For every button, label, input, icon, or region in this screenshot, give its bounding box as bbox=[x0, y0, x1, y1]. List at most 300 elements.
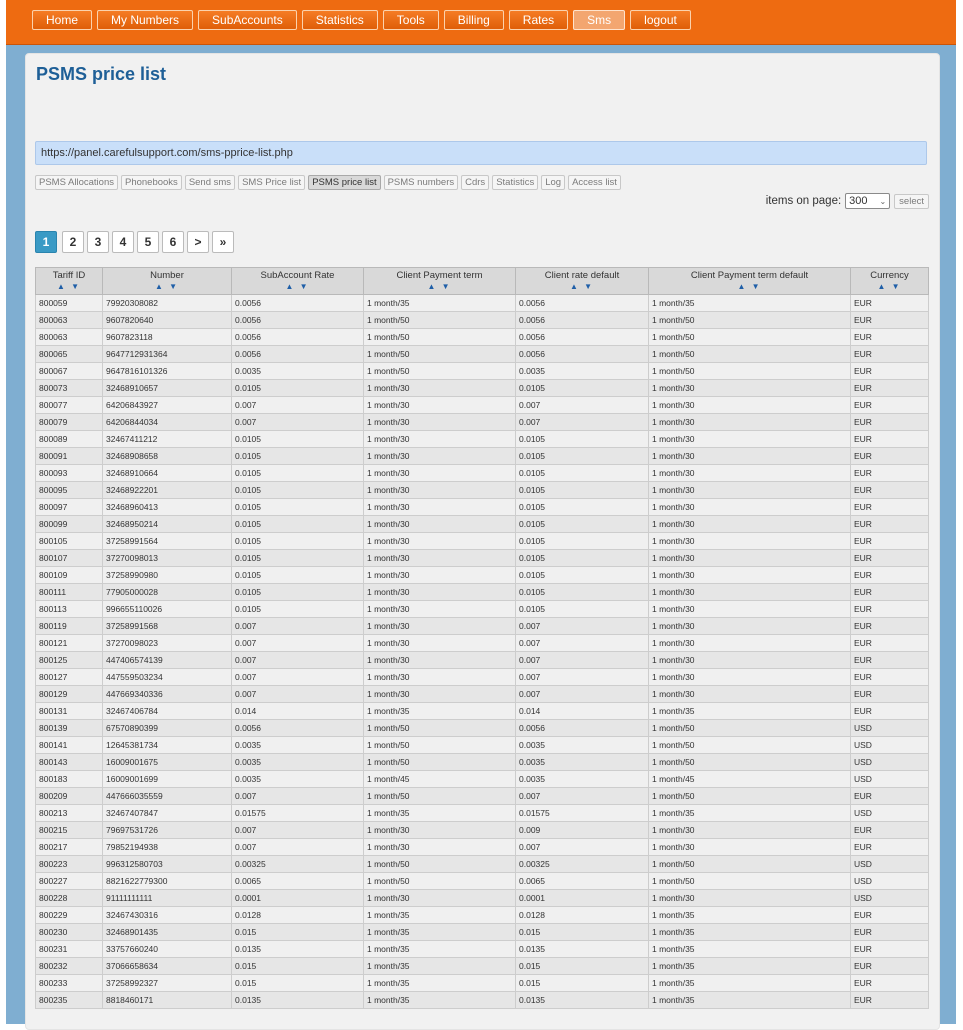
table-cell: 1 month/30 bbox=[364, 397, 516, 414]
column-header-tariff-id bbox=[36, 268, 103, 295]
table-cell: 800227 bbox=[36, 873, 103, 890]
table-cell: 1 month/35 bbox=[649, 805, 851, 822]
subnav-psms-allocations-button[interactable]: PSMS Allocations bbox=[35, 175, 118, 190]
table-row bbox=[36, 465, 929, 482]
table-row bbox=[36, 856, 929, 873]
table-row bbox=[36, 295, 929, 312]
table-cell: 0.009 bbox=[516, 822, 649, 839]
table-cell: 800121 bbox=[36, 635, 103, 652]
table-cell: 0.0105 bbox=[232, 584, 364, 601]
subnav-send-sms-button[interactable]: Send sms bbox=[185, 175, 235, 190]
subnav-phonebooks-button[interactable]: Phonebooks bbox=[121, 175, 182, 190]
table-cell: 0.00325 bbox=[516, 856, 649, 873]
table-cell: 0.0056 bbox=[232, 720, 364, 737]
table-cell: 1 month/30 bbox=[649, 584, 851, 601]
next-page-button[interactable]: > bbox=[187, 231, 209, 253]
nav-statistics-button[interactable]: Statistics bbox=[302, 10, 378, 30]
table-cell: 0.01575 bbox=[516, 805, 649, 822]
table-cell: 9607823118 bbox=[103, 329, 232, 346]
sort-arrows-icon[interactable]: ▲ ▼ bbox=[569, 282, 595, 291]
sort-arrows-icon[interactable]: ▲ ▼ bbox=[877, 282, 902, 291]
last-page-button[interactable]: » bbox=[212, 231, 234, 253]
table-cell: 0.007 bbox=[516, 788, 649, 805]
table-cell: 800230 bbox=[36, 924, 103, 941]
table-cell: 12645381734 bbox=[103, 737, 232, 754]
subnav-access-list-button[interactable]: Access list bbox=[568, 175, 621, 190]
table-cell: 1 month/50 bbox=[364, 720, 516, 737]
table-cell: 0.0035 bbox=[516, 754, 649, 771]
table-cell: 0.0105 bbox=[516, 431, 649, 448]
table-row bbox=[36, 397, 929, 414]
table-row bbox=[36, 788, 929, 805]
table-cell: 1 month/30 bbox=[649, 618, 851, 635]
table-row bbox=[36, 448, 929, 465]
table-cell: 1 month/30 bbox=[649, 686, 851, 703]
subnav-cdrs-button[interactable]: Cdrs bbox=[461, 175, 489, 190]
nav-my-numbers-button[interactable]: My Numbers bbox=[97, 10, 193, 30]
table-cell: 79852194938 bbox=[103, 839, 232, 856]
table-cell: 1 month/30 bbox=[649, 890, 851, 907]
table-cell: EUR bbox=[851, 465, 929, 482]
table-header-row bbox=[36, 268, 929, 295]
table-cell: 37066658634 bbox=[103, 958, 232, 975]
table-cell: 0.007 bbox=[516, 669, 649, 686]
page-1-button[interactable]: 1 bbox=[35, 231, 57, 253]
nav-tools-button[interactable]: Tools bbox=[383, 10, 439, 30]
items-on-page-label: items on page: bbox=[765, 195, 842, 207]
table-cell: 800232 bbox=[36, 958, 103, 975]
column-header-label: Currency bbox=[870, 270, 909, 281]
table-cell: 996312580703 bbox=[103, 856, 232, 873]
table-cell: 800067 bbox=[36, 363, 103, 380]
table-cell: 1 month/35 bbox=[364, 295, 516, 312]
table-cell: 800107 bbox=[36, 550, 103, 567]
table-cell: 1 month/50 bbox=[364, 737, 516, 754]
table-cell: 1 month/35 bbox=[364, 958, 516, 975]
table-cell: EUR bbox=[851, 431, 929, 448]
table-cell: 800125 bbox=[36, 652, 103, 669]
table-cell: 8818460171 bbox=[103, 992, 232, 1009]
table-cell: 1 month/50 bbox=[364, 754, 516, 771]
table-cell: 0.0001 bbox=[516, 890, 649, 907]
table-cell: EUR bbox=[851, 448, 929, 465]
table-cell: 0.007 bbox=[232, 397, 364, 414]
table-cell: 32468922201 bbox=[103, 482, 232, 499]
table-cell: EUR bbox=[851, 584, 929, 601]
table-row bbox=[36, 346, 929, 363]
table-cell: 0.015 bbox=[516, 924, 649, 941]
table-cell: 447669340336 bbox=[103, 686, 232, 703]
select-button[interactable]: select bbox=[894, 194, 929, 209]
table-row bbox=[36, 669, 929, 686]
table-body bbox=[36, 295, 929, 1009]
table-cell: EUR bbox=[851, 601, 929, 618]
table-cell: 0.007 bbox=[516, 618, 649, 635]
items-per-page-select[interactable] bbox=[845, 193, 890, 209]
table-cell: 996655110026 bbox=[103, 601, 232, 618]
table-cell: 1 month/35 bbox=[364, 992, 516, 1009]
table-cell: 447559503234 bbox=[103, 669, 232, 686]
table-cell: 32468901435 bbox=[103, 924, 232, 941]
table-row bbox=[36, 482, 929, 499]
column-header-currency bbox=[851, 268, 929, 295]
table-cell: EUR bbox=[851, 397, 929, 414]
column-header-label: Client rate default bbox=[544, 270, 620, 281]
table-cell: 1 month/30 bbox=[364, 482, 516, 499]
table-cell: 1 month/35 bbox=[649, 958, 851, 975]
table-cell: 0.0056 bbox=[516, 295, 649, 312]
items-per-page-control bbox=[766, 193, 929, 209]
table-cell: 800129 bbox=[36, 686, 103, 703]
table-cell: 1 month/30 bbox=[649, 839, 851, 856]
table-row bbox=[36, 635, 929, 652]
column-header-label: Client Payment term bbox=[396, 270, 483, 281]
table-row bbox=[36, 771, 929, 788]
table-cell: EUR bbox=[851, 924, 929, 941]
top-navigation-bar bbox=[6, 0, 956, 45]
table-cell: EUR bbox=[851, 652, 929, 669]
table-cell: 1 month/30 bbox=[364, 601, 516, 618]
nav-billing-button[interactable]: Billing bbox=[444, 10, 504, 30]
table-row bbox=[36, 380, 929, 397]
table-cell: 800077 bbox=[36, 397, 103, 414]
table-cell: 1 month/30 bbox=[649, 533, 851, 550]
table-row bbox=[36, 363, 929, 380]
subnav-psms-numbers-button[interactable]: PSMS numbers bbox=[384, 175, 459, 190]
table-row bbox=[36, 873, 929, 890]
table-cell: 1 month/30 bbox=[364, 839, 516, 856]
table-cell: 0.0105 bbox=[516, 516, 649, 533]
table-row bbox=[36, 516, 929, 533]
table-cell: 1 month/45 bbox=[364, 771, 516, 788]
table-cell: 1 month/50 bbox=[649, 856, 851, 873]
table-cell: 1 month/30 bbox=[649, 431, 851, 448]
table-cell: 0.0105 bbox=[232, 448, 364, 465]
table-cell: 800131 bbox=[36, 703, 103, 720]
table-row bbox=[36, 550, 929, 567]
table-cell: EUR bbox=[851, 380, 929, 397]
table-cell: 1 month/50 bbox=[364, 873, 516, 890]
table-cell: 0.0105 bbox=[232, 431, 364, 448]
table-row bbox=[36, 839, 929, 856]
table-cell: 1 month/30 bbox=[649, 516, 851, 533]
table-cell: 1 month/35 bbox=[364, 907, 516, 924]
table-cell: EUR bbox=[851, 788, 929, 805]
table-cell: 800228 bbox=[36, 890, 103, 907]
table-cell: EUR bbox=[851, 941, 929, 958]
table-row bbox=[36, 805, 929, 822]
table-cell: 32468960413 bbox=[103, 499, 232, 516]
table-cell: 1 month/45 bbox=[649, 771, 851, 788]
page-6-button[interactable]: 6 bbox=[162, 231, 184, 253]
url-bar: https://panel.carefulsupport.com/sms-pprice-list.php bbox=[35, 141, 927, 165]
table-cell: 1 month/50 bbox=[649, 346, 851, 363]
table-cell: 0.0105 bbox=[232, 601, 364, 618]
table-cell: 1 month/35 bbox=[649, 907, 851, 924]
nav-subaccounts-button[interactable]: SubAccounts bbox=[198, 10, 297, 30]
table-cell: EUR bbox=[851, 669, 929, 686]
table-cell: 0.0105 bbox=[232, 567, 364, 584]
table-cell: 800209 bbox=[36, 788, 103, 805]
table-cell: 1 month/50 bbox=[364, 346, 516, 363]
column-header-label: SubAccount Rate bbox=[260, 270, 335, 281]
table-row bbox=[36, 737, 929, 754]
table-cell: 1 month/50 bbox=[649, 754, 851, 771]
nav-sms-button[interactable]: Sms bbox=[573, 10, 625, 30]
table-cell: 0.0135 bbox=[516, 992, 649, 1009]
sort-arrows-icon[interactable]: ▲ ▼ bbox=[154, 282, 180, 291]
table-cell: 0.0065 bbox=[516, 873, 649, 890]
table-cell: 0.007 bbox=[232, 788, 364, 805]
table-cell: 16009001699 bbox=[103, 771, 232, 788]
table-cell: 1 month/30 bbox=[364, 414, 516, 431]
table-cell: 0.0105 bbox=[516, 448, 649, 465]
sort-arrows-icon[interactable]: ▲ ▼ bbox=[427, 282, 452, 291]
table-cell: 800119 bbox=[36, 618, 103, 635]
table-cell: 0.007 bbox=[232, 652, 364, 669]
table-cell: 0.0105 bbox=[232, 550, 364, 567]
table-cell: 77905000028 bbox=[103, 584, 232, 601]
table-cell: 0.0035 bbox=[232, 363, 364, 380]
page-2-button[interactable]: 2 bbox=[62, 231, 84, 253]
table-cell: 1 month/50 bbox=[364, 363, 516, 380]
table-cell: 0.01575 bbox=[232, 805, 364, 822]
table-cell: 1 month/35 bbox=[364, 703, 516, 720]
page-5-button[interactable]: 5 bbox=[137, 231, 159, 253]
table-cell: 0.0105 bbox=[232, 533, 364, 550]
table-cell: 1 month/30 bbox=[364, 686, 516, 703]
table-cell: 1 month/30 bbox=[364, 499, 516, 516]
table-cell: 1 month/50 bbox=[364, 856, 516, 873]
table-cell: 0.0105 bbox=[516, 465, 649, 482]
table-cell: 1 month/30 bbox=[364, 567, 516, 584]
table-cell: EUR bbox=[851, 533, 929, 550]
table-cell: EUR bbox=[851, 550, 929, 567]
table-cell: 67570890399 bbox=[103, 720, 232, 737]
table-cell: 0.0056 bbox=[516, 346, 649, 363]
table-cell: EUR bbox=[851, 686, 929, 703]
table-cell: 800091 bbox=[36, 448, 103, 465]
table-cell: 37270098013 bbox=[103, 550, 232, 567]
table-row bbox=[36, 618, 929, 635]
table-row bbox=[36, 533, 929, 550]
table-cell: 1 month/30 bbox=[364, 584, 516, 601]
table-cell: 0.0128 bbox=[232, 907, 364, 924]
table-cell: 0.0035 bbox=[232, 771, 364, 788]
table-cell: 0.0105 bbox=[516, 550, 649, 567]
table-cell: EUR bbox=[851, 822, 929, 839]
table-row bbox=[36, 703, 929, 720]
items-per-page-value: 300 bbox=[849, 195, 868, 207]
table-row bbox=[36, 924, 929, 941]
table-cell: 800223 bbox=[36, 856, 103, 873]
column-header-label: Number bbox=[150, 270, 184, 281]
table-cell: 0.0056 bbox=[516, 312, 649, 329]
table-cell: 79697531726 bbox=[103, 822, 232, 839]
table-row bbox=[36, 992, 929, 1009]
table-cell: 0.0056 bbox=[232, 312, 364, 329]
table-cell: 0.0056 bbox=[516, 329, 649, 346]
pagination bbox=[35, 231, 234, 253]
table-cell: 1 month/30 bbox=[364, 550, 516, 567]
table-cell: 64206843927 bbox=[103, 397, 232, 414]
table-cell: 1 month/30 bbox=[364, 380, 516, 397]
table-cell: 0.0035 bbox=[516, 363, 649, 380]
table-cell: 800235 bbox=[36, 992, 103, 1009]
table-cell: 0.007 bbox=[232, 686, 364, 703]
table-cell: 800059 bbox=[36, 295, 103, 312]
table-cell: 1 month/30 bbox=[364, 516, 516, 533]
app-frame bbox=[6, 0, 956, 1024]
subnav-log-button[interactable]: Log bbox=[541, 175, 565, 190]
table-cell: 1 month/35 bbox=[649, 703, 851, 720]
table-cell: 800113 bbox=[36, 601, 103, 618]
table-cell: 1 month/35 bbox=[649, 295, 851, 312]
subnav-sms-price-list-button[interactable]: SMS Price list bbox=[238, 175, 305, 190]
table-cell: EUR bbox=[851, 618, 929, 635]
table-cell: 800095 bbox=[36, 482, 103, 499]
table-cell: USD bbox=[851, 805, 929, 822]
table-cell: 447406574139 bbox=[103, 652, 232, 669]
table-cell: 79920308082 bbox=[103, 295, 232, 312]
table-cell: 800127 bbox=[36, 669, 103, 686]
table-row bbox=[36, 312, 929, 329]
table-cell: 0.015 bbox=[516, 958, 649, 975]
table-cell: 0.0105 bbox=[516, 533, 649, 550]
table-row bbox=[36, 652, 929, 669]
sort-arrows-icon[interactable]: ▲ ▼ bbox=[56, 282, 82, 291]
price-table bbox=[35, 267, 929, 1009]
table-cell: 1 month/30 bbox=[649, 465, 851, 482]
table-cell: 1 month/35 bbox=[649, 975, 851, 992]
table-cell: 0.0056 bbox=[232, 346, 364, 363]
table-cell: 800139 bbox=[36, 720, 103, 737]
table-cell: EUR bbox=[851, 363, 929, 380]
table-row bbox=[36, 601, 929, 618]
table-cell: 800229 bbox=[36, 907, 103, 924]
table-cell: EUR bbox=[851, 516, 929, 533]
table-row bbox=[36, 890, 929, 907]
table-cell: 0.0105 bbox=[232, 516, 364, 533]
table-cell: EUR bbox=[851, 499, 929, 516]
table-cell: 1 month/50 bbox=[364, 329, 516, 346]
nav-logout-button[interactable]: logout bbox=[630, 10, 691, 30]
table-cell: 1 month/30 bbox=[364, 669, 516, 686]
table-cell: 32467430316 bbox=[103, 907, 232, 924]
table-cell: 800213 bbox=[36, 805, 103, 822]
table-cell: 1 month/30 bbox=[649, 669, 851, 686]
table-cell: 1 month/30 bbox=[649, 635, 851, 652]
table-cell: 0.0105 bbox=[516, 380, 649, 397]
table-cell: 800097 bbox=[36, 499, 103, 516]
table-row bbox=[36, 822, 929, 839]
table-cell: 0.0056 bbox=[232, 329, 364, 346]
sort-arrows-icon[interactable]: ▲ ▼ bbox=[285, 282, 310, 291]
table-cell: 0.0105 bbox=[516, 584, 649, 601]
nav-home-button[interactable]: Home bbox=[32, 10, 92, 30]
table-cell: 1 month/30 bbox=[649, 601, 851, 618]
table-cell: 447666035559 bbox=[103, 788, 232, 805]
table-cell: 37258991564 bbox=[103, 533, 232, 550]
table-cell: 91111111111 bbox=[103, 890, 232, 907]
subnav-statistics-button[interactable]: Statistics bbox=[492, 175, 538, 190]
table-cell: 0.00325 bbox=[232, 856, 364, 873]
table-cell: 0.0056 bbox=[232, 295, 364, 312]
table-cell: 1 month/30 bbox=[649, 499, 851, 516]
table-cell: EUR bbox=[851, 414, 929, 431]
sms-subnav bbox=[35, 175, 621, 190]
table-cell: 800105 bbox=[36, 533, 103, 550]
table-row bbox=[36, 975, 929, 992]
table-row bbox=[36, 958, 929, 975]
table-cell: 1 month/35 bbox=[649, 992, 851, 1009]
table-cell: 1 month/30 bbox=[649, 448, 851, 465]
subnav-psms-price-list-button[interactable]: PSMS price list bbox=[308, 175, 380, 190]
table-row bbox=[36, 941, 929, 958]
table-cell: 1 month/30 bbox=[364, 822, 516, 839]
table-cell: 0.015 bbox=[232, 975, 364, 992]
table-cell: 9607820640 bbox=[103, 312, 232, 329]
table-cell: 32468910657 bbox=[103, 380, 232, 397]
table-cell: 0.007 bbox=[516, 397, 649, 414]
table-row bbox=[36, 720, 929, 737]
table-cell: 1 month/30 bbox=[364, 618, 516, 635]
column-header-label: Tariff ID bbox=[52, 270, 86, 281]
table-cell: 1 month/50 bbox=[649, 788, 851, 805]
table-cell: 0.0105 bbox=[232, 499, 364, 516]
table-cell: EUR bbox=[851, 295, 929, 312]
table-cell: 1 month/35 bbox=[364, 924, 516, 941]
table-cell: 1 month/30 bbox=[649, 652, 851, 669]
table-row bbox=[36, 414, 929, 431]
table-cell: 32467406784 bbox=[103, 703, 232, 720]
table-cell: 1 month/30 bbox=[364, 890, 516, 907]
table-cell: 32467411212 bbox=[103, 431, 232, 448]
table-cell: 800217 bbox=[36, 839, 103, 856]
table-cell: 32468908658 bbox=[103, 448, 232, 465]
nav-rates-button[interactable]: Rates bbox=[509, 10, 568, 30]
table-cell: 1 month/50 bbox=[649, 873, 851, 890]
content-panel bbox=[25, 53, 940, 1030]
table-cell: 32468950214 bbox=[103, 516, 232, 533]
table-cell: 800231 bbox=[36, 941, 103, 958]
table-cell: 32468910664 bbox=[103, 465, 232, 482]
table-cell: USD bbox=[851, 873, 929, 890]
table-cell: 1 month/35 bbox=[364, 941, 516, 958]
table-cell: 37270098023 bbox=[103, 635, 232, 652]
page-4-button[interactable]: 4 bbox=[112, 231, 134, 253]
table-row bbox=[36, 754, 929, 771]
table-cell: 0.0105 bbox=[232, 482, 364, 499]
table-cell: 800093 bbox=[36, 465, 103, 482]
table-cell: 0.015 bbox=[232, 924, 364, 941]
chevron-down-icon: ⌄ bbox=[879, 196, 887, 206]
table-cell: 0.007 bbox=[232, 822, 364, 839]
table-cell: 0.015 bbox=[516, 975, 649, 992]
page-3-button[interactable]: 3 bbox=[87, 231, 109, 253]
table-cell: 0.0135 bbox=[232, 941, 364, 958]
table-cell: 800141 bbox=[36, 737, 103, 754]
table-cell: EUR bbox=[851, 482, 929, 499]
table-cell: EUR bbox=[851, 992, 929, 1009]
table-cell: 800065 bbox=[36, 346, 103, 363]
table-cell: 64206844034 bbox=[103, 414, 232, 431]
sort-arrows-icon[interactable]: ▲ ▼ bbox=[737, 282, 762, 291]
column-header-client-payment-term bbox=[364, 268, 516, 295]
table-row bbox=[36, 686, 929, 703]
table-cell: 37258991568 bbox=[103, 618, 232, 635]
table-cell: 33757660240 bbox=[103, 941, 232, 958]
